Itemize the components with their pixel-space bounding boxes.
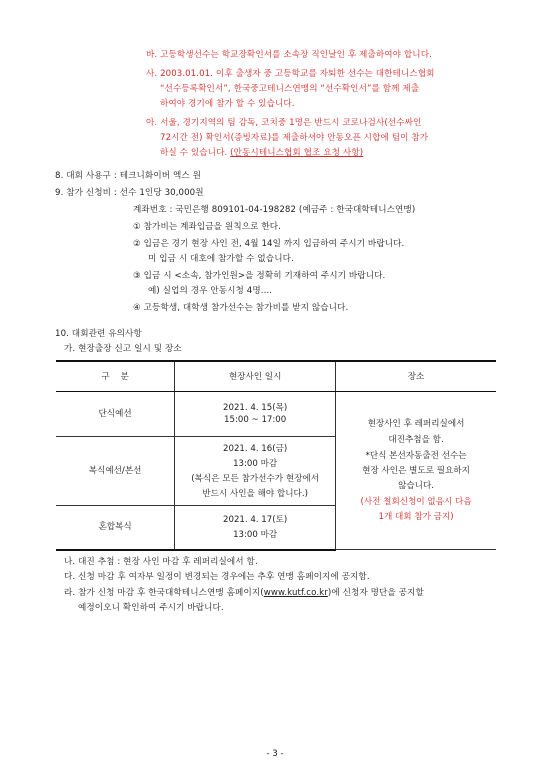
note-sa-line2: “선수등록확인서”, 한국중고테니스연맹의 “선수확인서”를 함께 제출	[160, 84, 420, 94]
item-8-ball: 8. 대회 사용구 : 테크니화이버 엑스 원	[55, 171, 202, 181]
note-ra-line1: 라. 참가 신청 마감 후 한국대학테니스연맹 홈페이지(www.kutf.co.kr)에 신청자 명단을 공지할	[64, 588, 424, 598]
item-10-title: 10. 대회관련 유의사항	[55, 329, 142, 339]
note-a-line1: 아. 서울, 경기지역의 팀 감독, 코치중 1명은 반드시 코로나검사(선수싸인	[146, 118, 422, 128]
place-warning-line1: (사전 철회신청이 없음시 다음	[360, 497, 472, 507]
note-da: 다. 신청 마감 후 여자부 일정이 변경되는 경우에는 추후 연맹 홈페이지에 공지함.	[64, 572, 370, 582]
row-category-mixed: 혼합복식	[56, 506, 175, 550]
schedule-table	[56, 360, 496, 551]
row-datetime-singles: 2021. 4. 15(목) 15:00 ~ 17:00	[175, 392, 336, 437]
page-number: - 3 -	[266, 749, 284, 759]
table-header-row	[56, 361, 496, 392]
note-a-line2: 72시간 전) 확인서(증빙자료)를 제출하셔야 안동오픈 시합에 팀이 참가	[160, 133, 429, 143]
header-category: 구 분	[56, 361, 175, 392]
homepage-link[interactable]: www.kutf.co.kr	[263, 588, 328, 598]
note-ba: 바. 고등학생선수는 학교장확인서를 소속장 직인날인 후 제출하여야 합니다.	[146, 50, 432, 60]
row-datetime-mixed: 2021. 4. 17(토) 13:00 마감	[175, 506, 336, 550]
row-datetime-doubles: 2021. 4. 16(금) 13:00 마감 (복식은 모든 참가선수가 현장에서 반드시 사인을 해야 합니다.)	[175, 437, 336, 506]
place-cell: 현장사인 후 레퍼리실에서 대진추첨을 함. *단식 본선자동출전 선수는 현장 사인은 별도로 필요하지 않습니다. (사전 철회신청이 없음시 다음 1개 대회 참가 금지)	[336, 392, 496, 550]
note-sa-line3: 하여야 경기에 참가 할 수 있습니다.	[160, 99, 295, 109]
item-9-account: 계좌번호 : 국민은행 809101-04-198282 (예금주 : 한국대학테니스연맹)	[133, 205, 416, 215]
table-row	[56, 392, 496, 437]
note-sa-line1: 사. 2003.01.01. 이후 출생자 중 고등학교를 자퇴한 선수는 대한테니스협회	[146, 69, 435, 79]
item-9-title: 9. 참가 신청비 : 선수 1인당 30,000원	[55, 188, 204, 198]
note-a-line3: 하실 수 있습니다. (안동시테니스협회 협조 요청 사항)	[160, 148, 364, 158]
item-9-point-1: ① 참가비는 계좌입금을 원칙으로 한다.	[133, 222, 281, 232]
header-datetime: 현장사인 일시	[175, 361, 336, 392]
note-na: 나. 대진 추첨 : 현장 사인 마감 후 레퍼리실에서 함.	[64, 557, 258, 567]
place-warning-line2: 1개 대회 참가 금지)	[378, 512, 454, 522]
item-10-subtitle: 가. 현장출장 신고 일시 및 장소	[64, 344, 182, 354]
item-9-point-4: ④ 고등학생, 대학생 참가선수는 참가비를 받지 않습니다.	[133, 303, 349, 313]
item-9-point-3: ③ 입금 시 <소속, 참가인원>을 정확히 기재하여 주시기 바랍니다.	[133, 271, 386, 281]
item-9-point-2b: 미 입금 시 대호에 참가할 수 없습니다.	[148, 254, 294, 264]
row-category-singles: 단식예선	[56, 392, 175, 437]
note-ra-line2: 예정이오니 확인하여 주시기 바랍니다.	[78, 603, 224, 613]
item-9-point-2: ② 입금은 경기 현장 사인 전, 4월 14일 까지 입금하여 주시기 바랍니다.	[133, 239, 405, 249]
row-category-doubles: 복식예선/본선	[56, 437, 175, 506]
note-a-request: (안동시테니스협회 협조 요청 사항)	[230, 148, 364, 158]
item-9-point-3b: 예) 실업의 경우 안동시청 4명....	[148, 286, 273, 296]
header-place: 장소	[336, 361, 496, 392]
